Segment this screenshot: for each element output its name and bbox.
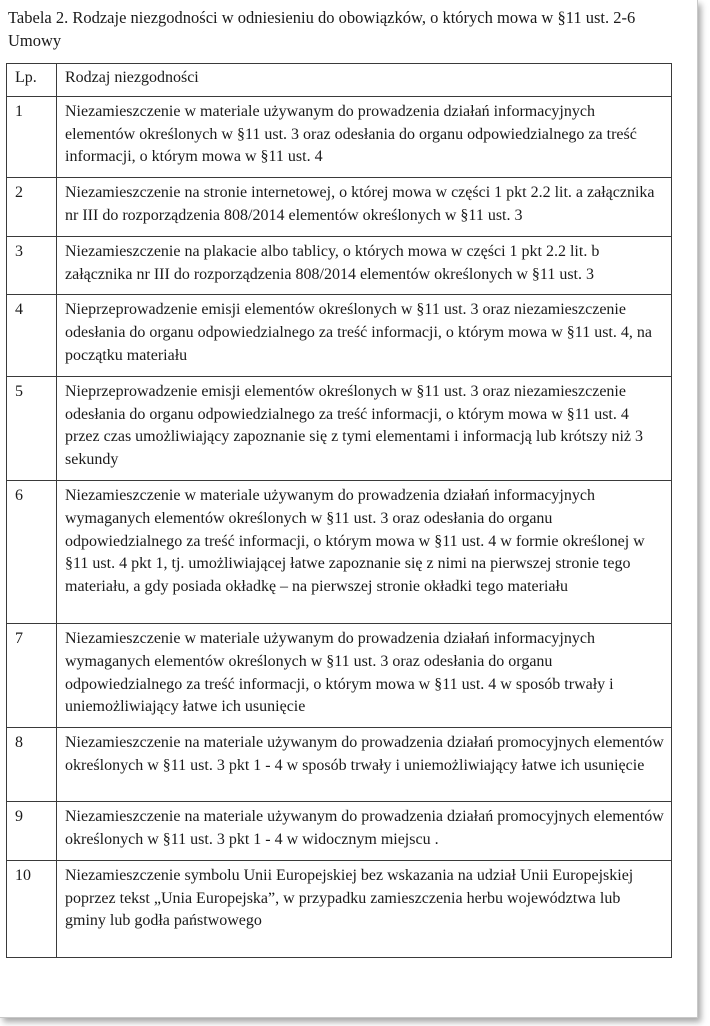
row-number: 10	[7, 860, 57, 957]
row-number: 9	[7, 802, 57, 861]
table-row	[7, 376, 672, 480]
table-row	[7, 623, 672, 727]
table-row	[7, 860, 672, 957]
row-description: Niezamieszczenie symbolu Unii Europejskiej bez wskazania na udział Unii Europejskiej poprzez tekst „Unia Europejska”, w przypadku zamieszczenia herbu województwa lub gminy lub godła państwowego	[57, 860, 672, 957]
table-caption: Tabela 2. Rodzaje niezgodności w odniesieniu do obowiązków, o których mowa w §11 ust. 2-6 Umowy	[8, 8, 636, 50]
row-description: Niezamieszczenie w materiale używanym do prowadzenia działań informacyjnych wymaganych elementów określonych w §11 ust. 3 oraz odesłania do organu odpowiedzialnego za treść informacji, o którym mowa w §11 ust. 4 w sposób trwały i uniemożliwiający łatwe ich usunięcie	[57, 623, 672, 727]
row-number: 4	[7, 295, 57, 376]
table-row	[7, 96, 672, 177]
row-description: Nieprzeprowadzenie emisji elementów określonych w §11 ust. 3 oraz niezamieszczenie odesłania do organu odpowiedzialnego za treść informacji, o którym mowa w §11 ust. 4 przez czas umożliwiający zapoznanie się z tymi elementami i informacją lub krótszy niż 3 sekundy	[57, 376, 672, 480]
row-description: Niezamieszczenie w materiale używanym do prowadzenia działań informacyjnych elementów określonych w §11 ust. 3 oraz odesłania do organu odpowiedzialnego za treść informacji, o którym mowa w §11 ust. 4	[57, 96, 672, 177]
header-type: Rodzaj niezgodności	[57, 64, 672, 97]
row-number: 7	[7, 623, 57, 727]
table-row	[7, 802, 672, 861]
row-number: 8	[7, 728, 57, 802]
row-description: Niezamieszczenie w materiale używanym do prowadzenia działań informacyjnych wymaganych elementów określonych w §11 ust. 3 oraz odesłania do organu odpowiedzialnego za treść informacji, o którym mowa w §11 ust. 4 w formie określonej w §11 ust. 4 pkt 1, tj. umożliwiającej łatwe zapoznanie się z nimi na pierwszej stronie tego materiału, a gdy posiada okładkę – na pierwszej stronie okładki tego materiału	[57, 480, 672, 623]
row-description: Niezamieszczenie na materiale używanym do prowadzenia działań promocyjnych elementów określonych w §11 ust. 3 pkt 1 - 4 w sposób trwały i uniemożliwiający łatwe ich usunięcie	[57, 728, 672, 802]
row-number: 2	[7, 178, 57, 237]
table-row	[7, 178, 672, 237]
row-number: 6	[7, 480, 57, 623]
row-description: Niezamieszczenie na stronie internetowej, o której mowa w części 1 pkt 2.2 lit. a załącznika nr III do rozporządzenia 808/2014 elementów określonych w §11 ust. 3	[57, 178, 672, 237]
row-description: Niezamieszczenie na plakacie albo tablicy, o których mowa w części 1 pkt 2.2 lit. b załącznika nr III do rozporządzenia 808/2014 elementów określonych w §11 ust. 3	[57, 236, 672, 295]
table-row	[7, 295, 672, 376]
header-lp: Lp.	[7, 64, 57, 97]
table-row	[7, 236, 672, 295]
row-description: Niezamieszczenie na materiale używanym do prowadzenia działań promocyjnych elementów określonych w §11 ust. 3 pkt 1 - 4 w widocznym miejscu .	[57, 802, 672, 861]
row-number: 5	[7, 376, 57, 480]
row-number: 3	[7, 236, 57, 295]
row-description: Nieprzeprowadzenie emisji elementów określonych w §11 ust. 3 oraz niezamieszczenie odesłania do organu odpowiedzialnego za treść informacji, o którym mowa w §11 ust. 4, na początku materiału	[57, 295, 672, 376]
table-row	[7, 480, 672, 623]
table-header-row	[7, 64, 672, 97]
nonconformity-table	[6, 63, 672, 958]
table-row	[7, 728, 672, 802]
row-number: 1	[7, 96, 57, 177]
